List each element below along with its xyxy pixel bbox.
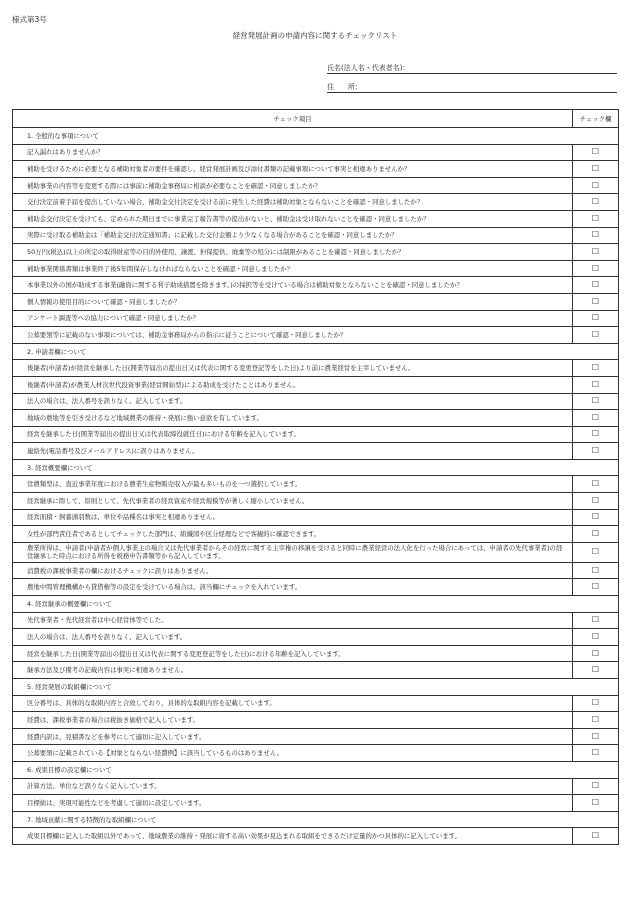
check-box[interactable]: ☐ (573, 277, 619, 294)
check-box[interactable]: ☐ (573, 144, 619, 161)
checklist-item-text: 農業所得は、申請者(申請者が個人事業主の場合又は先代事業者からその経営に関する主宰権の移譲を受けると同時に農業経営の法人化を行った場合にあっては、申請者の先代事業者)の経営継承した時点における所得を税務申告書類等から記入しています。 (13, 542, 573, 562)
check-box[interactable]: ☐ (573, 745, 619, 762)
checklist-row (13, 579, 619, 596)
checklist-item-text: 先代事業者・先代経営者は中心経営体等でした。 (13, 612, 573, 629)
check-box[interactable]: ☐ (573, 194, 619, 211)
item-header: チェック項目 (13, 110, 573, 128)
checklist-item-text: 法人の場合は、法人番号を誤りなく、記入しています。 (13, 393, 573, 410)
section-title: 3. 経営概要欄について (13, 459, 619, 476)
section-row (13, 679, 619, 696)
checklist-item-text: 補助を受けるために必要となる補助対象者の要件を確認し、経営発展計画及び添付書類の記載事項について事実と相違ありませんか？ (13, 161, 573, 178)
checklist-item-text: 後継者(申請者)が農業人材次世代投資事業(経営開始型)による助成を受けたことはありません。 (13, 376, 573, 393)
check-box[interactable]: ☐ (573, 493, 619, 510)
checklist-row (13, 293, 619, 310)
checklist-item-text: 区分番号は、具体的な取組内容と合致しており、具体的な取組内容を記載しています。 (13, 695, 573, 712)
checklist-item-text: 交付決定前着手届を提出していない場合、補助金交付決定を受ける前に発生した経費は補助対象とならないことを確認・同意しましたか？ (13, 194, 573, 211)
checklist-row (13, 360, 619, 377)
checklist-row (13, 712, 619, 729)
checklist-item-text: 継承方法及び備考の記載内容は事実に相違ありません。 (13, 662, 573, 679)
section-title: 6. 成果目標の設定欄について (13, 761, 619, 778)
checklist-item-text: 経営を継承した日(開業等届出の提出日又は代表取締役就任日)における年齢を記入しています。 (13, 426, 573, 443)
checklist-row (13, 493, 619, 510)
section-row (13, 128, 619, 145)
section-title: 2. 申請者欄について (13, 343, 619, 360)
check-box[interactable]: ☐ (573, 526, 619, 543)
checklist-item-text: 公募要領に記載されている【対象とならない経費例】に該当しているものはありません。 (13, 745, 573, 762)
checklist-item-text: 補助金交付決定を受けても、定められた期日までに事業完了報告書等の提出がないと、補助金は受け取れないことを確認・同意しましたか？ (13, 210, 573, 227)
document-title: 経営発展計画の申請内容に関するチェックリスト (232, 31, 398, 40)
checklist-body (13, 110, 619, 845)
checklist-item-text: 目標値は、実現可能性などを考慮して適切に設定しています。 (13, 795, 573, 812)
check-box[interactable]: ☐ (573, 161, 619, 178)
check-box[interactable]: ☐ (573, 612, 619, 629)
section-row (13, 343, 619, 360)
applicant-name-field[interactable] (327, 61, 617, 74)
checklist-item-text: 経費内訳は、見積書などを参考にして適切に記入しています。 (13, 728, 573, 745)
checklist-item-text: 経費は、課税事業者の場合は税抜き価格で記入しています。 (13, 712, 573, 729)
checklist-item-text: 実際に受け取る補助金は「補助金交付決定通知書」に記載した交付金額より少なくなる場合があることを確認・同意しましたか？ (13, 227, 573, 244)
checklist-row (13, 828, 619, 845)
checklist-row (13, 526, 619, 543)
check-box[interactable]: ☐ (573, 645, 619, 662)
checklist-row (13, 260, 619, 277)
check-box[interactable]: ☐ (573, 210, 619, 227)
check-box[interactable]: ☐ (573, 662, 619, 679)
checklist-item-text: 公募要領等に記載のない事項については、補助金事務局からの指示に従うことについて確認・同意しましたか？ (13, 327, 573, 344)
checklist-row (13, 410, 619, 427)
checklist-item-text: 補助事業関係書類は事業終了後5年間保存しなければならないことを確認・同意しましたか？ (13, 260, 573, 277)
header-row (13, 110, 619, 128)
checklist-row (13, 144, 619, 161)
checklist-row (13, 612, 619, 629)
checklist-item-text: 経営を継承した日(開業等届出の提出日又は代表に関する変更登記等をした日)における年齢を記入しています。 (13, 645, 573, 662)
checklist-row (13, 376, 619, 393)
form-number: 様式第3号 (12, 15, 47, 24)
checklist-item-text: 消費税の課税事業者の欄におけるチェックに誤りはありません。 (13, 562, 573, 579)
check-box[interactable]: ☐ (573, 244, 619, 261)
check-box[interactable]: ☐ (573, 443, 619, 460)
applicant-name-label: 氏名(法人名・代表者名)： (327, 64, 410, 72)
checklist-row (13, 562, 619, 579)
checklist-row (13, 426, 619, 443)
checklist-row (13, 795, 619, 812)
check-box[interactable]: ☐ (573, 712, 619, 729)
checklist-item-text: 経営継承に際して、原則として、先代事業者の経営資産や経営規模等が著しく縮小していません。 (13, 493, 573, 510)
check-header: チェック欄 (573, 110, 619, 128)
checklist-row (13, 277, 619, 294)
check-box[interactable]: ☐ (573, 828, 619, 845)
checklist-row (13, 542, 619, 562)
section-title: 5. 経営発展の取組欄について (13, 679, 619, 696)
section-row (13, 761, 619, 778)
check-box[interactable]: ☐ (573, 778, 619, 795)
checklist-item-text: アンケート調査等への協力について確認・同意しましたか？ (13, 310, 573, 327)
checklist-row (13, 662, 619, 679)
check-box[interactable]: ☐ (573, 293, 619, 310)
applicant-address-label: 住 所： (327, 83, 362, 91)
checklist-item-text: 女性が部門責任者であるとしてチェックした部門は、組織図や区分経理などで客観的に確認できます。 (13, 526, 573, 543)
check-box[interactable]: ☐ (573, 260, 619, 277)
check-box[interactable]: ☐ (573, 476, 619, 493)
checklist-row (13, 244, 619, 261)
check-box[interactable]: ☐ (573, 579, 619, 596)
check-box[interactable]: ☐ (573, 227, 619, 244)
checklist-row (13, 645, 619, 662)
checklist-row (13, 509, 619, 526)
section-row (13, 811, 619, 828)
check-box[interactable]: ☐ (573, 426, 619, 443)
section-row (13, 459, 619, 476)
checklist-item-text: 個人情報の使用目的について確認・同意しましたか？ (13, 293, 573, 310)
checklist-row (13, 393, 619, 410)
checklist-item-text: 農地中間管理機構から貸借権等の設定を受けている場合は、該当欄にチェックを入れています。 (13, 579, 573, 596)
check-box[interactable]: ☐ (573, 795, 619, 812)
checklist-row (13, 778, 619, 795)
check-box[interactable]: ☐ (573, 376, 619, 393)
checklist-row (13, 210, 619, 227)
check-box[interactable]: ☐ (573, 629, 619, 646)
checklist-item-text: 記入漏れはありませんか？ (13, 144, 573, 161)
checklist-row (13, 161, 619, 178)
check-box[interactable]: ☐ (573, 410, 619, 427)
checklist-row (13, 476, 619, 493)
section-row (13, 596, 619, 613)
check-box[interactable]: ☐ (573, 562, 619, 579)
checklist-item-text: 営農類型は、直近事業年度における農業生産物販売収入が最も多いものを一つ選択しています。 (13, 476, 573, 493)
check-box[interactable]: ☐ (573, 542, 619, 562)
check-box[interactable]: ☐ (573, 327, 619, 344)
checklist-row (13, 227, 619, 244)
checklist-row (13, 327, 619, 344)
check-box[interactable]: ☐ (573, 393, 619, 410)
checklist-row (13, 177, 619, 194)
checklist-row (13, 310, 619, 327)
check-box[interactable]: ☐ (573, 360, 619, 377)
checklist-item-text: 地域の農地等を引き受けるなど地域農業の維持・発展に強い意欲を有しています。 (13, 410, 573, 427)
check-box[interactable]: ☐ (573, 177, 619, 194)
checklist-row (13, 629, 619, 646)
check-box[interactable]: ☐ (573, 728, 619, 745)
section-title: 1. 全般的な事項について (13, 128, 619, 145)
checklist-row (13, 194, 619, 211)
checklist-item-text: 補助事業の内容等を変更する際には事前に補助金事務局に相談が必要なことを確認・同意しましたか？ (13, 177, 573, 194)
applicant-address-field[interactable] (327, 80, 617, 93)
checklist-item-text: 法人の場合は、法人番号を誤りなく、記入しています。 (13, 629, 573, 646)
checklist-row (13, 443, 619, 460)
checklist-table (12, 109, 619, 845)
checklist-row (13, 695, 619, 712)
checklist-item-text: 本事業以外の国が助成する事業(融資に関する利子助成措置を除きます。)の採択等を受けている場合は補助対象とならないことを確認・同意しましたか？ (13, 277, 573, 294)
checklist-row (13, 728, 619, 745)
check-box[interactable]: ☐ (573, 695, 619, 712)
check-box[interactable]: ☐ (573, 310, 619, 327)
check-box[interactable]: ☐ (573, 509, 619, 526)
checklist-item-text: 成果目標欄に記入した取組以外であって、地域農業の維持・発展に資する高い効果が見込まれる取組をできるだけ定量的かつ具体的に記入しています。 (13, 828, 573, 845)
checklist-item-text: 後継者(申請者)が経営を継承した日(開業等届出の提出日又は代表に関する変更登記等をした日)より前に農業経営を主宰していません。 (13, 360, 573, 377)
checklist-item-text: 経営面積・飼養頭羽数は、単位や品種名は事実と相違ありません。 (13, 509, 573, 526)
checklist-row (13, 745, 619, 762)
checklist-item-text: 連絡先(電話番号及びメールアドレス)に誤りはありません。 (13, 443, 573, 460)
section-title: 4. 経営継承の概要欄について (13, 596, 619, 613)
section-title: 7. 地域貢献に関する特徴的な取組欄について (13, 811, 619, 828)
applicant-block (327, 61, 617, 99)
checklist-item-text: 計算方法、単位など誤りなく記入しています。 (13, 778, 573, 795)
checklist-item-text: 50万円(税込)以上の所定の取得財産等の目的外使用、譲渡、担保提供、廃棄等の処分には制限があることを確認・同意しましたか？ (13, 244, 573, 261)
